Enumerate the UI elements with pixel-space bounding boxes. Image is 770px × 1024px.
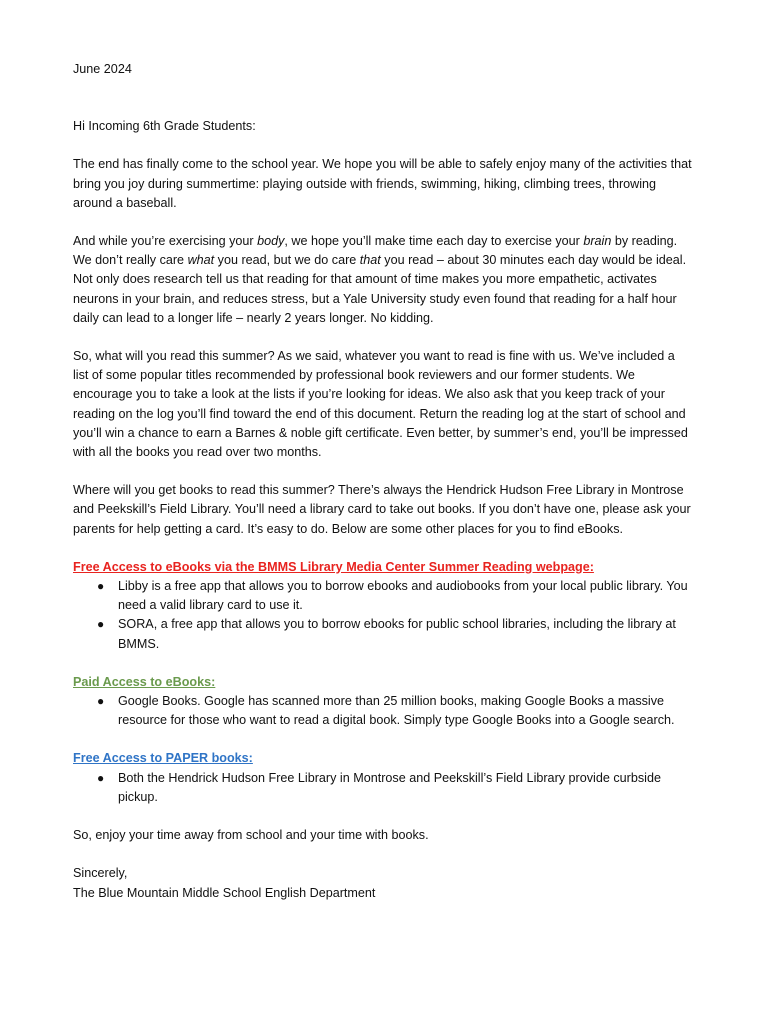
list-item: ● SORA, a free app that allows you to borrow ebooks for public school libraries, including the library at BMMS.: [97, 617, 676, 651]
bullet-icon: ●: [97, 579, 105, 594]
bullet-icon: ●: [97, 694, 105, 709]
paid-ebooks-list: [73, 692, 693, 730]
heading-paper-books: Free Access to PAPER books:: [73, 751, 253, 766]
signature: The Blue Mountain Middle School English Department: [73, 885, 376, 900]
signoff: Sincerely,: [73, 866, 128, 881]
paragraph-intro: The end has finally come to the school year. We hope you will be able to safely enjoy many of the activities that bring you joy during summertime: playing outside with friends, swimming, hiking, climbing trees, throwing around a baseball.: [73, 157, 692, 210]
paragraph-libraries: Where will you get books to read this summer? There’s always the Hendrick Hudson Free Library in Montrose and Peekskill’s Field Library. You’ll need a library card to take out books. If you don’t have one, please ask your parents for help getting a card. It’s easy to do. Below are some other places for you to find eBooks.: [73, 483, 691, 536]
paragraph-reading: And while you’re exercising your body, we hope you’ll make time each day to exercise your brain by reading. We don’t really care what you read, but we do care that you read – about 30 minutes each day would be ideal. Not only does research tell us that reading for that amount of time makes you more empathetic, activates neurons in your brain, and reduces stress, but a Yale University study even found that reading for a half hour daily can lead to a longer life – nearly 2 years longer. No kidding.: [73, 234, 687, 325]
list-item: ● Libby is a free app that allows you to borrow ebooks and audiobooks from your local public library. You need a valid library card to use it.: [97, 579, 688, 613]
closing-line: So, enjoy your time away from school and your time with books.: [73, 828, 429, 843]
letter-page: [73, 60, 693, 903]
greeting: Hi Incoming 6th Grade Students:: [73, 119, 256, 134]
bullet-icon: ●: [97, 617, 105, 632]
heading-paid-ebooks: Paid Access to eBooks:: [73, 674, 216, 689]
heading-free-ebooks-link[interactable]: Free Access to eBooks via the BMMS Library Media Center Summer Reading webpage:: [73, 559, 594, 574]
letter-date: June 2024: [73, 62, 132, 76]
paper-books-list: [73, 769, 693, 807]
bullet-icon: ●: [97, 770, 105, 785]
free-ebooks-list: [73, 577, 693, 654]
list-item: ● Both the Hendrick Hudson Free Library in Montrose and Peekskill’s Field Library provide curbside pickup.: [97, 770, 661, 804]
list-item: ● Google Books. Google has scanned more than 25 million books, making Google Books a massive resource for those who want to read a digital book. Simply type Google Books into a Google search.: [97, 694, 675, 728]
paragraph-reading-log: So, what will you read this summer? As we said, whatever you want to read is fine with us. We’ve included a list of some popular titles recommended by professional book reviewers and our former students. We encourage you to take a look at the lists if you’re looking for ideas. We also ask that you keep track of your reading on the log you’ll find toward the end of this document. Return the reading log at the start of school and you’ll win a chance to earn a Barnes & noble gift certificate. Even better, by summer’s end, you’ll be impressed with all the books you read over two months.: [73, 349, 688, 460]
